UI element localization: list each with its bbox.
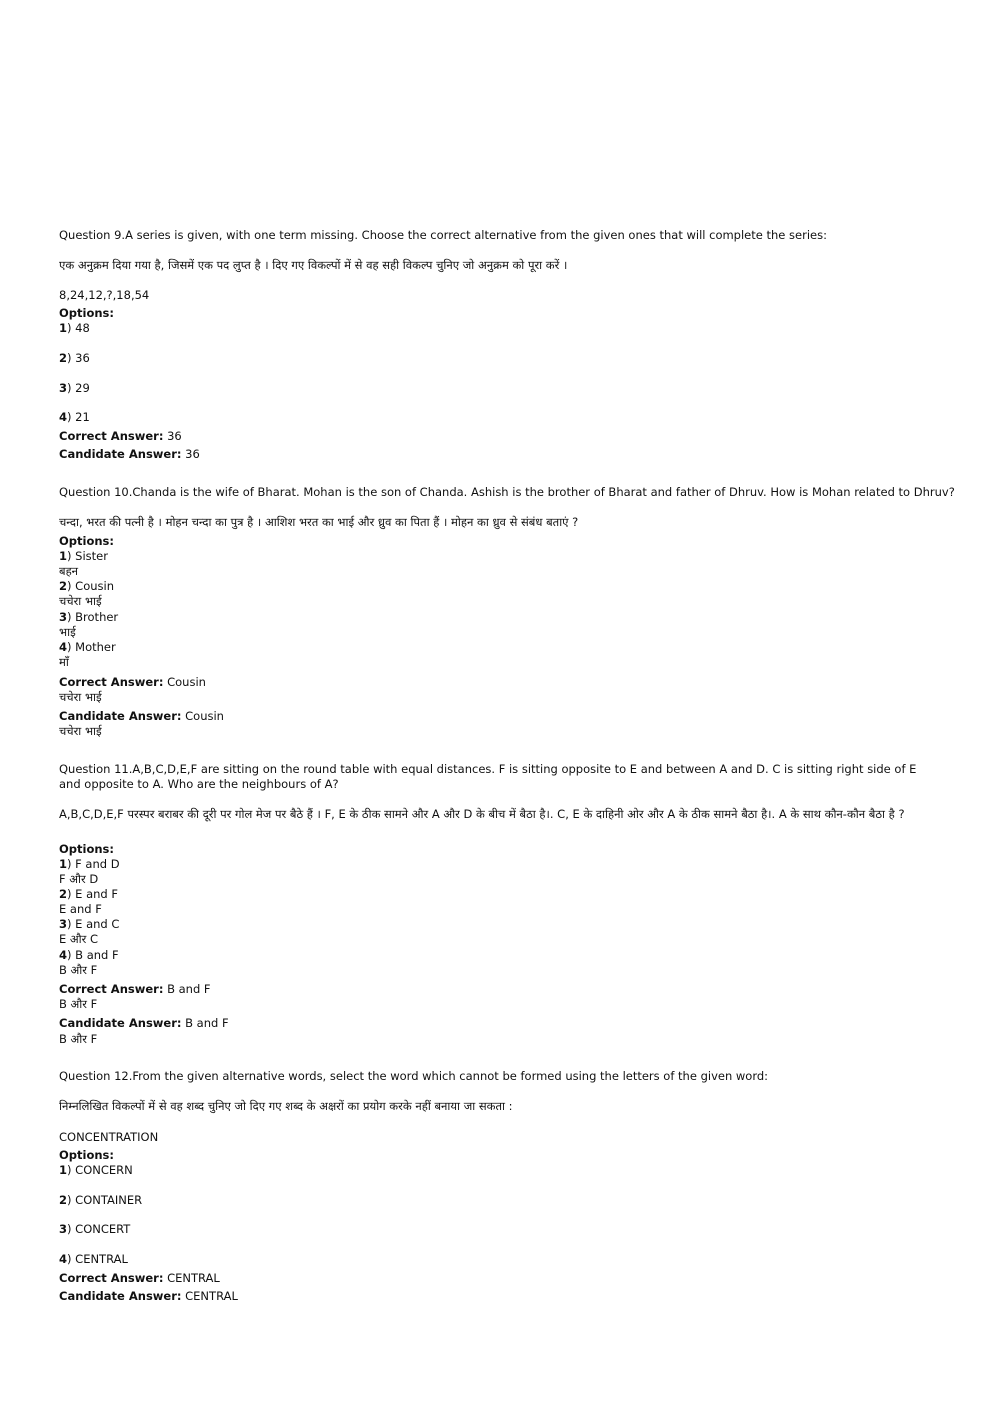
q11-option-3-hi: E और C (59, 932, 99, 946)
q9-option-3: 3) 29 (59, 381, 90, 395)
q12-options-label: Options: (59, 1148, 114, 1162)
q11-correct-answer: Correct Answer: B and F (59, 982, 211, 996)
q11-option-3: 3) E and C (59, 917, 120, 931)
q11-option-1-hi: F और D (59, 872, 99, 886)
q12-option-4: 4) CENTRAL (59, 1252, 128, 1266)
q9-question-hi: एक अनुक्रम दिया गया है, जिसमें एक पद लुप्त है । दिए गए विकल्पों में से वह सही विकल्प चुनिए जो अनुक्रम को पूरा करें । (59, 258, 568, 272)
q12-word: CONCENTRATION (59, 1130, 159, 1144)
q12-correct-answer: Correct Answer: CENTRAL (59, 1271, 220, 1285)
q12-option-2: 2) CONTAINER (59, 1193, 143, 1207)
q10-candidate-answer: Candidate Answer: Cousin (59, 709, 224, 723)
q12-option-1: 1) CONCERN (59, 1163, 133, 1177)
q9-options-label: Options: (59, 306, 114, 320)
q10-option-4-hi: माँ (59, 655, 69, 669)
q9-option-1: 1) 48 (59, 321, 90, 335)
q11-option-4: 4) B and F (59, 948, 119, 962)
q11-option-2-hi: E and F (59, 902, 102, 916)
q9-correct-answer: Correct Answer: 36 (59, 429, 182, 443)
q9-option-2: 2) 36 (59, 351, 90, 365)
q11-candidate-answer: Candidate Answer: B and F (59, 1016, 229, 1030)
q12-question-hi: निम्नलिखित विकल्पों में से वह शब्द चुनिए जो दिए गए शब्द के अक्षरों का प्रयोग करके नहीं बनाया जा सकता : (59, 1099, 513, 1113)
q10-option-3: 3) Brother (59, 610, 119, 624)
q10-question-en: Question 10.Chanda is the wife of Bharat. Mohan is the son of Chanda. Ashish is the brother of Bharat and father of Dhruv. How is Mohan related to Dhruv? (59, 485, 955, 499)
q10-option-2: 2) Cousin (59, 579, 114, 593)
q10-options-label: Options: (59, 534, 114, 548)
q12-question-en: Question 12.From the given alternative words, select the word which cannot be formed using the letters of the given word: (59, 1069, 769, 1083)
q11-question-en: Question 11.A,B,C,D,E,F are sitting on the round table with equal distances. F is sitting opposite to E and between A and D. C is sitting right side of E and opposite to A. Who are the neighbours of A? (59, 762, 917, 791)
q10-correct-answer: Correct Answer: Cousin (59, 675, 206, 689)
q10-option-3-hi: भाई (59, 625, 76, 639)
q10-question-hi: चन्दा, भरत की पत्नी है । मोहन चन्दा का पुत्र है । आशिश भरत का भाई और ध्रुव का पिता हैं । मोहन का ध्रुव से संबंध बताएं ? (59, 515, 579, 529)
q9-candidate-answer: Candidate Answer: 36 (59, 447, 200, 461)
q10-option-2-hi: चचेरा भाई (59, 594, 102, 608)
q11-candidate-answer-hi: B और F (59, 1032, 98, 1046)
q11-option-4-hi: B और F (59, 963, 98, 977)
q9-question-en: Question 9.A series is given, with one term missing. Choose the correct alternative from the given ones that will complete the series: (59, 228, 827, 242)
q11-question-hi: A,B,C,D,E,F परस्पर बराबर की दूरी पर गोल मेज पर बैठे हैं । F, E के ठीक सामने और A और D के बीच में बैठा है।. C, E के दाहिनी ओर और A के ठीक सामने बैठा है।. A के साथ कौन-कौन बैठा है ? (59, 807, 905, 821)
q11-correct-answer-hi: B और F (59, 997, 98, 1011)
q12-candidate-answer: Candidate Answer: CENTRAL (59, 1289, 238, 1303)
q10-correct-answer-hi: चचेरा भाई (59, 690, 102, 704)
q11-option-1: 1) F and D (59, 857, 120, 871)
q11-options-label: Options: (59, 842, 114, 856)
q11-option-2: 2) E and F (59, 887, 118, 901)
q10-option-1: 1) Sister (59, 549, 108, 563)
q10-candidate-answer-hi: चचेरा भाई (59, 724, 102, 738)
q10-option-1-hi: बहन (59, 564, 79, 578)
q10-option-4: 4) Mother (59, 640, 116, 654)
q9-option-4: 4) 21 (59, 410, 90, 424)
q12-option-3: 3) CONCERT (59, 1222, 131, 1236)
q9-series: 8,24,12,?,18,54 (59, 288, 150, 302)
